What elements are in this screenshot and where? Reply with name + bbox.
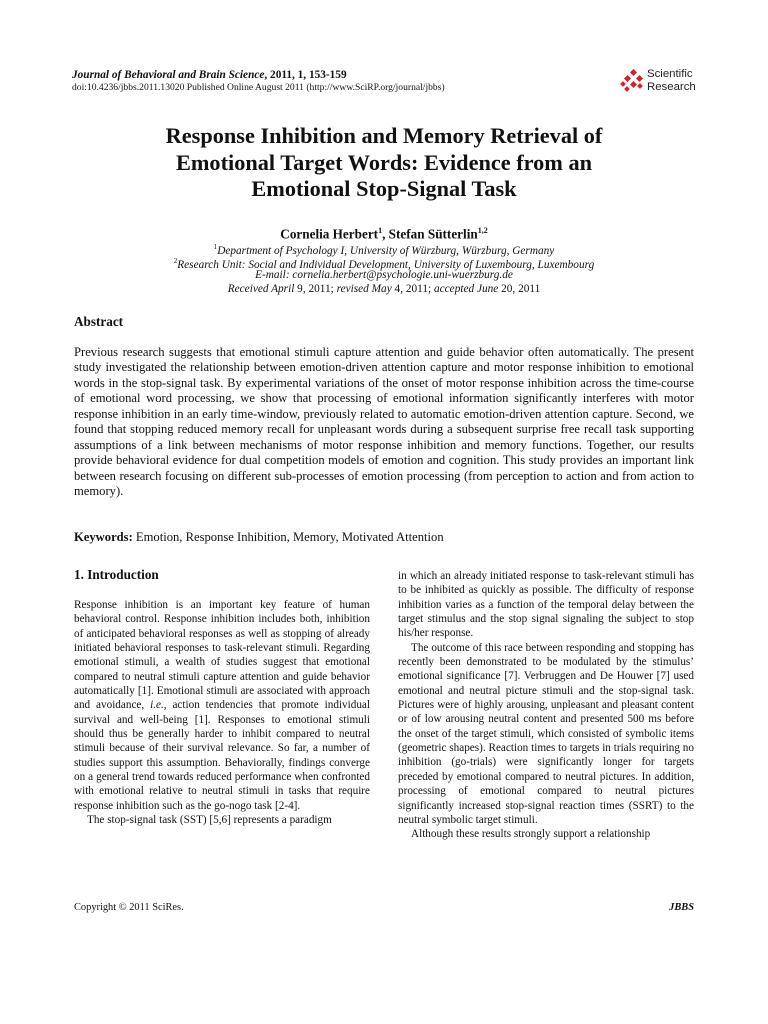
section-heading-introduction: 1. Introduction <box>74 567 159 582</box>
affiliation-1-text: Department of Psychology I, University of Würzburg, Würzburg, Germany <box>217 244 555 257</box>
journal-name: Journal of Behavioral and Brain Science <box>72 69 265 81</box>
revised-date: 4, 2011; <box>391 283 434 295</box>
paper-title <box>90 123 678 203</box>
received-label: Received April <box>227 283 295 295</box>
left-column <box>74 598 370 828</box>
affiliation-1-number: 1 <box>213 243 218 251</box>
affiliation-2-number: 2 <box>173 257 178 265</box>
abstract-text: Previous research suggests that emotional stimuli capture attention and guide behavior often automatically. The present study investigated the relationship between emotion-driven attention capture and motor response inhibition to emotional words in the stop-signal task. By experimental variations of the onset of motor response inhibition across the time-course of emotional word processing, we show that processing of emotional information significantly interferes with motor response inhibition in an early time-window, previously related to automatic emotion-driven attention capture. Second, we found that stopping reduced memory recall for unpleasant words during a subsequent surprise free recall task supporting assumptions of a link between mechanisms of motor response inhibition and memory functions. Together, our results provide behavioral evidence for dual competition models of emotion and cognition. This study provides an important link between research focusing on different sub-processes of emotion processing (from perception to action and from action to memory). <box>74 345 694 499</box>
ie-abbreviation: i.e. <box>150 699 164 712</box>
title-line-1: Response Inhibition and Memory Retrieval of <box>165 123 603 148</box>
accepted-date: 20, 2011 <box>498 283 541 295</box>
title-line-3: Emotional Stop-Signal Task <box>251 176 517 201</box>
author-separator: , <box>382 226 389 242</box>
dates-line <box>90 283 678 296</box>
paragraph: in which an already initiated response to task-relevant stimuli has to be inhibited as quickly as possible. The difficulty of response inhibition varies as a function of the temporal delay between the target stimulus and the stop signal signaling the subject to stop his/her response. <box>398 570 694 640</box>
email-line <box>90 269 678 282</box>
copyright-footer: Copyright © 2011 SciRes. <box>74 902 184 913</box>
paragraph: Although these results strongly support a relationship <box>411 828 651 841</box>
paragraph: The stop-signal task (SST) [5,6] represents a paradigm <box>87 814 332 827</box>
email-address: : cornelia.herbert@psychologie.uni-wuerzburg.de <box>285 269 513 281</box>
title-line-2: Emotional Target Words: Evidence from an <box>175 149 593 175</box>
paragraph-text: , action tendencies that promote individual survival and well-being [1]. Responses to emotional stimuli should thus be generally harder to inhibit compared to neutral stimuli because of their survival relevance. So far, a number of studies support this assumption. Behaviorally, findings converge on a general trend towards reduced performance when confronted with emotional relative to neutral stimuli in tasks that require response inhibition such as the go-nogo task [2-4]. <box>74 699 371 812</box>
revised-label: revised May <box>336 283 392 295</box>
paragraph-text: Response inhibition is an important key feature of human behavioral control. Response inhibition includes both, inhibition of anticipated behavioral responses as well as stopping of already initiated behavioral responses to task-relevant stimuli. Regarding emotional stimuli, a wealth of studies suggest that emotional compared to neutral stimuli capture attention and guide behavior automatically [1]. Emotional stimuli are associated with approach and avoidance, <box>74 599 370 712</box>
author-2: Stefan Sütterlin <box>388 226 478 242</box>
doi-line: doi:10.4236/jbbs.2011.13020 Published Online August 2011 (http://www.SciRP.org/journal/jbbs) <box>72 82 445 93</box>
paragraph: The outcome of this race between responding and stopping has recently been demonstrated to be modulated by the stimulus’ emotional significance [7]. Verbruggen and De Houwer [7] used emotional and neutral picture stimuli and the stop-signal task. Pictures were of highly arousing, unpleasant and pleasant content or of low arousing neutral content and presented 500 ms before the onset of the target stimuli, which consisted of symbolic items (geometric shapes). Reaction times to targets in trials requiring no inhibition (go-trials) were significantly longer for targets preceded by emotional compared to neutral pictures. In addition, processing of emotional compared to neutral pictures significantly increased stop-signal reaction times (SSRT) to the neutral symbolic target stimuli. <box>398 641 694 826</box>
email-label: E-mail <box>255 269 286 281</box>
keywords-text: Emotion, Response Inhibition, Memory, Motivated Attention <box>132 530 444 544</box>
author-1-affil: 1 <box>378 226 383 235</box>
keywords-line <box>74 530 444 545</box>
journal-volume-pages: , 2011, 1, 153-159 <box>264 69 347 81</box>
logo-line-1: Scientific <box>647 68 693 80</box>
journal-abbreviation-footer: JBBS <box>669 902 694 913</box>
author-1: Cornelia Herbert <box>280 226 379 242</box>
author-2-affil: 1,2 <box>477 226 488 235</box>
affiliation-2-text: Research Unit: Social and Individual Development, University of Luxembourg, Luxembourg <box>177 258 595 271</box>
accepted-label: accepted June <box>434 283 499 295</box>
keywords-label: Keywords: <box>74 530 133 544</box>
received-date: 9, 2011; <box>294 283 337 295</box>
publisher-logo <box>620 68 700 96</box>
paragraph <box>74 598 370 813</box>
logo-line-2: Research <box>647 80 696 93</box>
journal-citation <box>72 69 347 82</box>
scientific-research-logo-icon <box>620 69 646 95</box>
right-column <box>398 569 694 842</box>
author-list <box>100 223 668 242</box>
abstract-heading: Abstract <box>74 314 124 329</box>
